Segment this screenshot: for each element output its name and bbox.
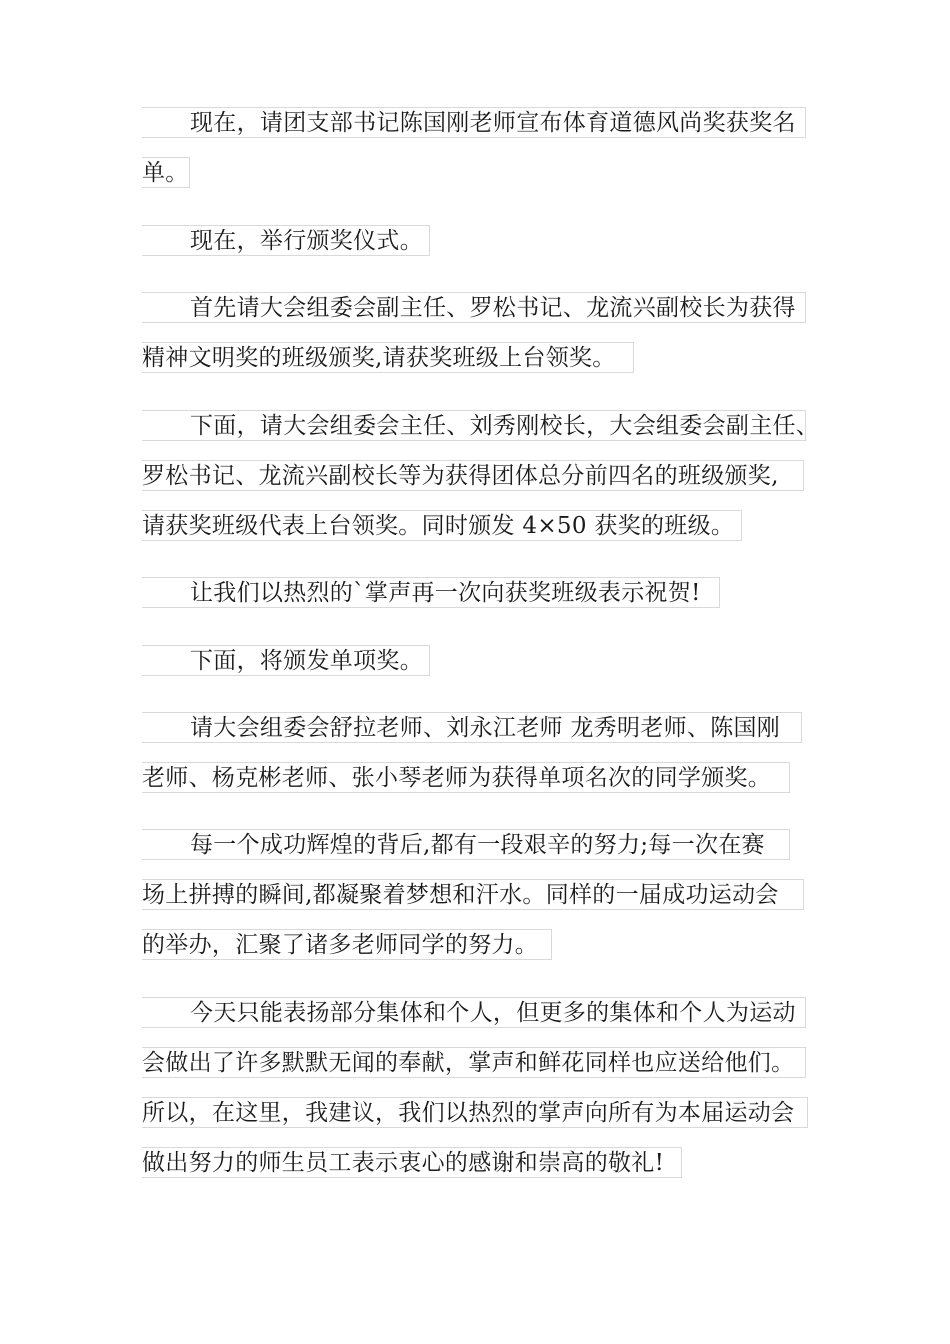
p6-line1: 下面，将颁发单项奖。 bbox=[142, 645, 430, 676]
p4-line2: 罗松书记、龙流兴副校长等为获得团体总分前四名的班级颁奖, bbox=[142, 460, 804, 491]
p4-line1: 下面，请大会组委会主任、刘秀刚校长，大会组委会副主任、 bbox=[142, 410, 806, 441]
p9-line2: 会做出了许多默默无闻的奉献，掌声和鲜花同样也应送给他们。 bbox=[142, 1047, 806, 1078]
p1-line2: 单。 bbox=[142, 157, 190, 188]
p4-line3: 请获奖班级代表上台领奖。同时颁发 4×50 获奖的班级。 bbox=[142, 510, 742, 541]
p7-line2: 老师、杨克彬老师、张小琴老师为获得单项名次的同学颁奖。 bbox=[142, 762, 790, 793]
p9-line4: 做出努力的师生员工表示衷心的感谢和崇高的敬礼! bbox=[142, 1147, 682, 1178]
p5-line1: 让我们以热烈的`掌声再一次向获奖班级表示祝贺! bbox=[142, 577, 720, 608]
p8-line1: 每一个成功辉煌的背后,都有一段艰辛的努力;每一次在赛 bbox=[142, 829, 790, 860]
p9-line3: 所以，在这里，我建议，我们以热烈的掌声向所有为本届运动会 bbox=[142, 1097, 808, 1128]
p3-line2: 精神文明奖的班级颁奖,请获奖班级上台领奖。 bbox=[142, 342, 634, 373]
p1-line1: 现在，请团支部书记陈国刚老师宣布体育道德风尚奖获奖名 bbox=[142, 107, 806, 138]
p7-line1: 请大会组委会舒拉老师、刘永江老师 龙秀明老师、陈国刚 bbox=[142, 712, 802, 743]
p2-line1: 现在，举行颁奖仪式。 bbox=[142, 225, 430, 256]
p8-line2: 场上拼搏的瞬间,都凝聚着梦想和汗水。同样的一届成功运动会 bbox=[142, 879, 804, 910]
p3-line1: 首先请大会组委会副主任、罗松书记、龙流兴副校长为获得 bbox=[142, 292, 806, 323]
p8-line3: 的举办，汇聚了诸多老师同学的努力。 bbox=[142, 929, 552, 960]
p9-line1: 今天只能表扬部分集体和个人，但更多的集体和个人为运动 bbox=[142, 997, 806, 1028]
